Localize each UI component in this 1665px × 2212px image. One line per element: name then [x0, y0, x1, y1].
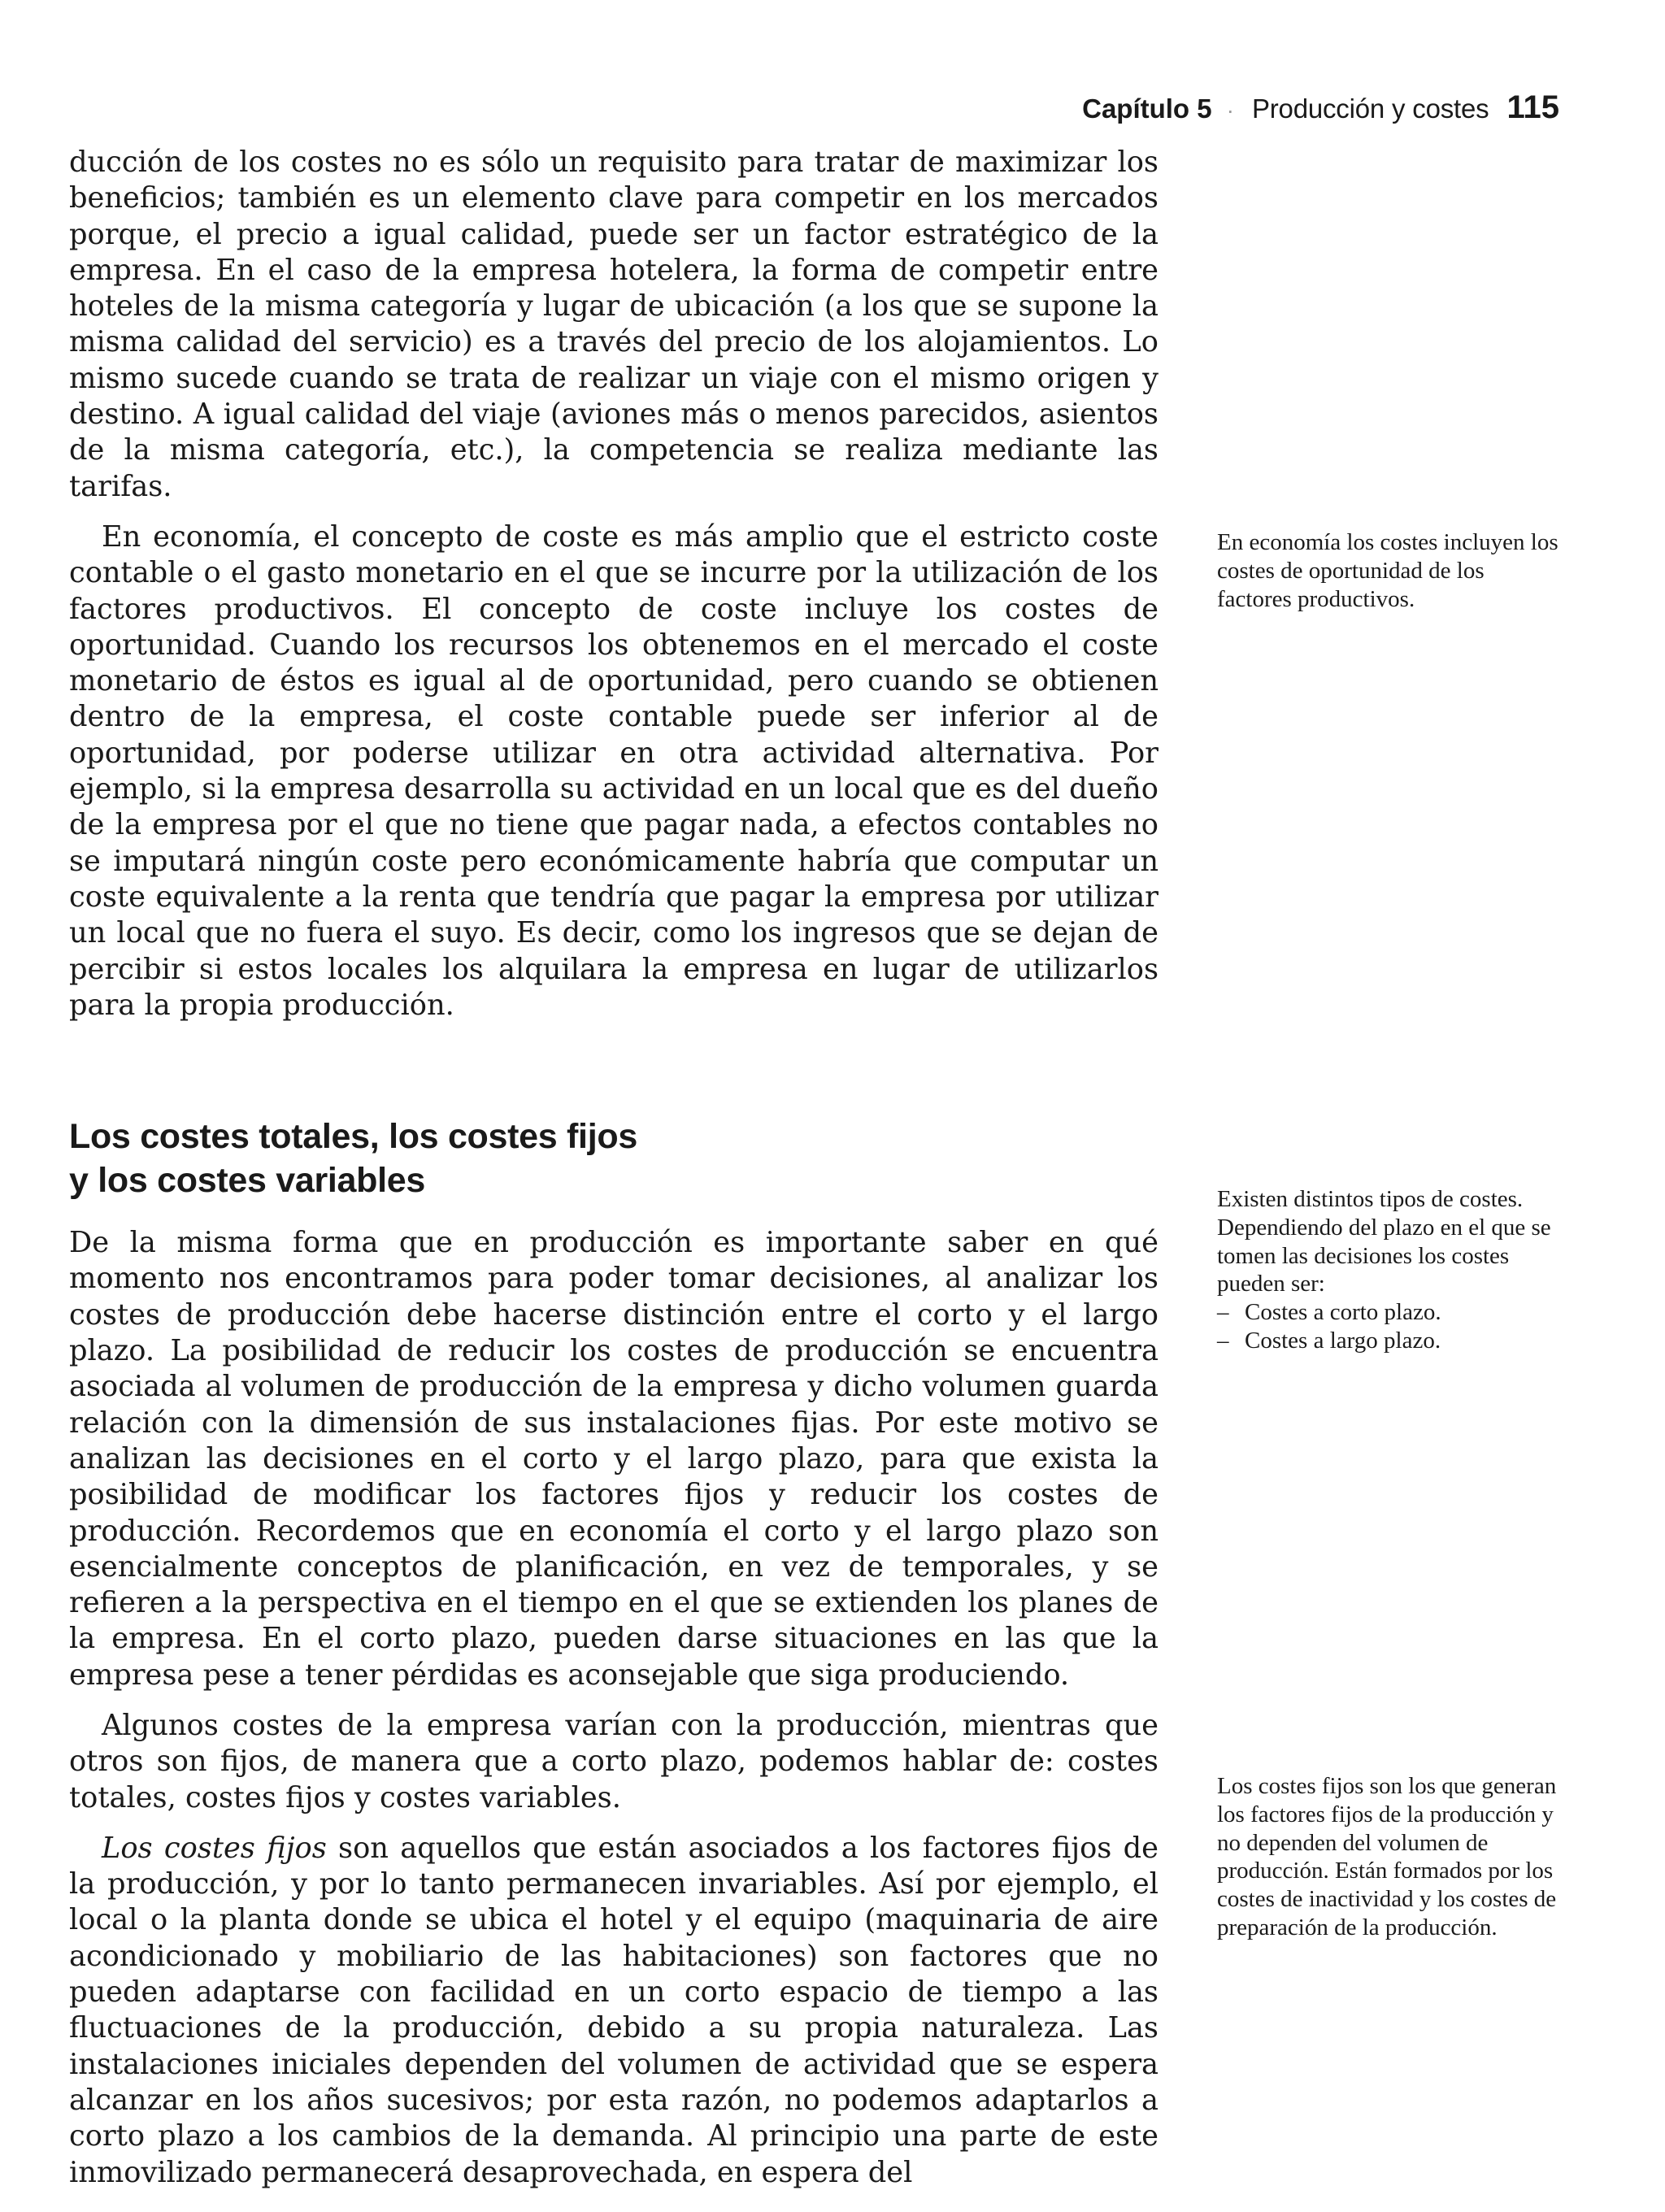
- margin-note-cost-types-intro: Existen distintos tipos de costes. Dependiendo del plazo en el que se tomen las decisiones los costes pueden ser:: [1217, 1186, 1551, 1297]
- margin-note-fixed-costs: Los costes fijos son los que generan los factores fijos de la producción y no dependen del volumen de producción. Están formados por los costes de inactividad y los costes de preparación de la producción.: [1217, 1773, 1557, 1940]
- list-item: [1217, 1327, 1558, 1355]
- page-number: 115: [1506, 89, 1559, 125]
- list-item-text: Costes a corto plazo.: [1245, 1299, 1441, 1326]
- list-item: [1217, 1298, 1558, 1327]
- paragraph-short-long-term: De la misma forma que en producción es importante saber en qué momento nos encontramos para poder tomar decisiones, al analizar los costes de producción debe hacerse distinción entre el corto y el largo plazo. La posibilidad de reducir los costes de producción se encuentra asociada al volumen de producción de la empresa y dicho volumen guarda relación con la dimensión de sus instalaciones fijas. Por este motivo se analizan las decisiones en el corto y el largo plazo, para que exista la posibilidad de modificar los factores fijos y reducir los costes de producción. Recordemos que en economía el corto y el largo plazo son esencialmente conceptos de planificación, en vez de temporales, y se refieren a la perspectiva en el tiempo en el que se extienden los planes de la empresa. En el corto plazo, pueden darse situaciones en las que la empresa pese a tener pérdidas es aconsejable que siga produciendo.: [69, 1226, 1159, 1692]
- paragraph-cost-types: Algunos costes de la empresa varían con la producción, mientras que otros son fijos, de manera que a corto plazo, podemos hablar de: costes totales, costes fijos y costes variables.: [69, 1708, 1159, 1814]
- fixed-costs-term: Los costes fijos: [102, 1831, 327, 1865]
- header-separator: ·: [1226, 98, 1234, 123]
- paragraph-opportunity-cost: En economía, el concepto de coste es más amplio que el estricto coste contable o el gasto monetario en el que se incurre por la utilización de los factores productivos. El concepto de coste incluye los costes de oportunidad. Cuando los recursos los obtenemos en el mercado el coste monetario de éstos es igual al de oportunidad, pero cuando se obtienen dentro de la empresa, el coste contable puede ser inferior al de oportunidad, por poderse utilizar en otra actividad alternativa. Por ejemplo, si la empresa desarrolla su actividad en un local que es del dueño de la empresa por el que no tiene que pagar nada, a efectos contables no se imputará ningún coste pero económicamente habría que computar un coste equivalente a la renta que tendría que pagar la empresa por utilizar un local que no fuera el suyo. Es decir, como los ingresos que se dejan de percibir si estos locales los alquilara la empresa en lugar de utilizarlos para la propia producción.: [69, 519, 1159, 1022]
- list-item-text: Costes a largo plazo.: [1245, 1327, 1441, 1354]
- chapter-label: Capítulo 5: [1082, 93, 1212, 124]
- section-title: Producción y costes: [1251, 93, 1489, 124]
- margin-note-cost-types: [1217, 1185, 1558, 1355]
- section-heading: [69, 1115, 1159, 1202]
- paragraph-continuation: ducción de los costes no es sólo un requisito para tratar de maximizar los beneficios; también es un elemento clave para competir en los mercados porque, el precio a igual calidad, puede ser un factor estratégico de la empresa. En el caso de la empresa hotelera, la forma de competir entre hoteles de la misma categoría y lugar de ubicación (a los que se supone la misma calidad del servicio) es a través del precio de los alojamientos. Lo mismo sucede cuando se trata de realizar un viaje con el mismo origen y destino. A igual calidad del viaje (aviones más o menos parecidos, asientos de la misma categoría, etc.), la competencia se realiza mediante las tarifas.: [69, 146, 1159, 503]
- section-heading-line2: y los costes variables: [69, 1161, 425, 1201]
- margin-note-list: [1217, 1298, 1558, 1355]
- margin-note-opportunity: En economía los costes incluyen los costes de oportunidad de los factores productivos.: [1217, 529, 1558, 612]
- section-heading-line1: Los costes totales, los costes fijos: [69, 1117, 637, 1157]
- list-dash: –: [1217, 1299, 1229, 1326]
- main-column: [69, 145, 1159, 2205]
- list-dash: –: [1217, 1327, 1229, 1354]
- fixed-costs-text: son aquellos que están asociados a los factores fijos de la producción, y por lo tanto permanecen invariables. Así por ejemplo, el local o la planta donde se ubica el hotel y el equipo (maquinaria de aire acondicionado y mobiliario de las habitaciones) son factores que no pueden adaptarse con facilidad en un corto espacio de tiempo a las fluctuaciones de la producción, debido a su propia naturaleza. Las instalaciones iniciales dependen del volumen de actividad que se espera alcanzar en los años sucesivos; por esta razón, no podemos adaptarlos a corto plazo a los cambios de la demanda. Al principio una parte de este inmovilizado permanecerá desaprovechada, en espera del: [69, 1831, 1159, 2189]
- running-header: [1082, 89, 1559, 126]
- paragraph-fixed-costs: [69, 1831, 1159, 2191]
